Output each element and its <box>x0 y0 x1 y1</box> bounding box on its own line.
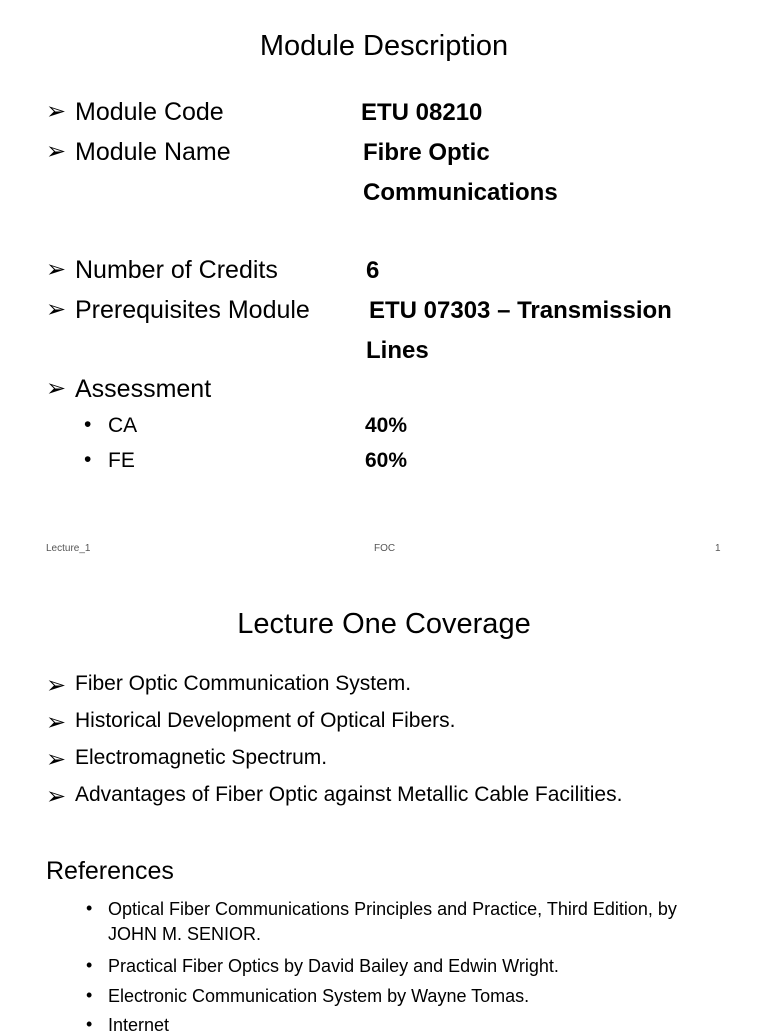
arrow-bullet-icon: ➢ <box>46 138 67 165</box>
footer-course: FOC <box>374 543 396 554</box>
footer-page-number: 1 <box>715 543 721 554</box>
reference-item: Electronic Communication System by Wayne Tomas. <box>108 986 530 1006</box>
reference-item: Practical Fiber Optics by David Bailey and Edwin Wright. <box>108 956 559 976</box>
assessment-fe-value: 60% <box>365 449 408 472</box>
module-code-value: ETU 08210 <box>361 99 483 126</box>
coverage-item: Advantages of Fiber Optic against Metallic Cable Facilities. <box>75 783 623 806</box>
reference-item: Internet <box>108 1015 170 1035</box>
assessment-ca-label: CA <box>108 414 138 437</box>
module-code-label: Module Code <box>75 98 224 126</box>
bullet-dot-icon: • <box>86 1014 93 1034</box>
arrow-bullet-icon: ➢ <box>46 783 67 810</box>
credits-label: Number of Credits <box>75 256 278 284</box>
arrow-bullet-icon: ➢ <box>46 296 67 323</box>
bullet-dot-icon: • <box>86 985 93 1005</box>
assessment-fe-label: FE <box>108 449 135 472</box>
arrow-bullet-icon: ➢ <box>46 375 67 402</box>
references-heading: References <box>46 857 174 885</box>
reference-item-line2: JOHN M. SENIOR. <box>108 924 262 944</box>
bullet-dot-icon: • <box>86 898 93 918</box>
footer-lecture: Lecture_1 <box>46 543 91 554</box>
bullet-dot-icon: • <box>86 955 93 975</box>
bullet-dot-icon: • <box>84 448 92 471</box>
prerequisites-value-line2: Lines <box>366 337 429 364</box>
reference-item-line1: Optical Fiber Communications Principles and Practice, Third Edition, by <box>108 899 677 919</box>
arrow-bullet-icon: ➢ <box>46 709 67 736</box>
prerequisites-label: Prerequisites Module <box>75 296 310 324</box>
prerequisites-value-line1: ETU 07303 – Transmission <box>369 297 672 324</box>
module-name-value-line2: Communications <box>363 179 558 206</box>
arrow-bullet-icon: ➢ <box>46 746 67 773</box>
arrow-bullet-icon: ➢ <box>46 672 67 699</box>
coverage-item: Historical Development of Optical Fibers. <box>75 709 456 732</box>
coverage-item: Electromagnetic Spectrum. <box>75 746 328 769</box>
module-name-value-line1: Fibre Optic <box>363 139 490 166</box>
slide-1-title: Module Description <box>259 30 509 62</box>
credits-value: 6 <box>366 257 380 284</box>
coverage-item: Fiber Optic Communication System. <box>75 672 412 695</box>
assessment-label: Assessment <box>75 375 212 403</box>
arrow-bullet-icon: ➢ <box>46 256 67 283</box>
slide-2-title: Lecture One Coverage <box>237 608 531 640</box>
arrow-bullet-icon: ➢ <box>46 98 67 125</box>
bullet-dot-icon: • <box>84 413 92 436</box>
module-name-label: Module Name <box>75 138 231 166</box>
assessment-ca-value: 40% <box>365 414 408 437</box>
